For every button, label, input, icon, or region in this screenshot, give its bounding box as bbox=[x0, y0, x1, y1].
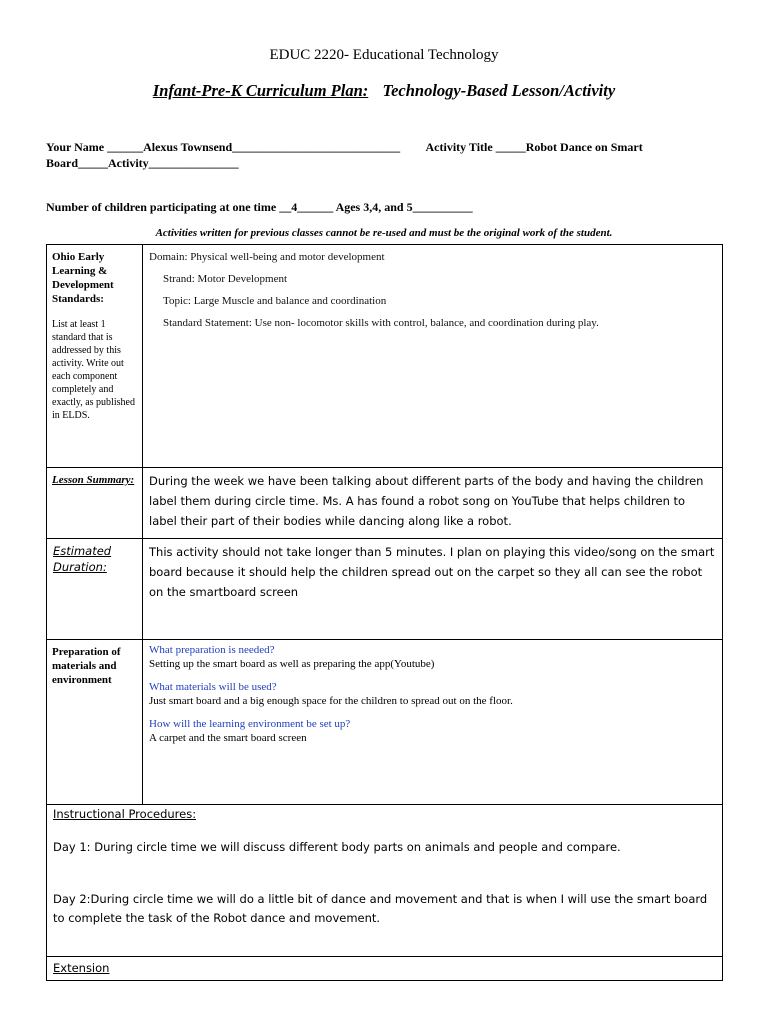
duration-row bbox=[47, 539, 723, 640]
standards-content-cell bbox=[143, 245, 723, 468]
summary-label: Lesson Summary: bbox=[52, 474, 135, 486]
procedures-day-2: Day 2:During circle time we will do a little bit of dance and movement and that is when I will use the smart board to complete the task of the Robot dance and movement. bbox=[53, 892, 708, 925]
procedures-row bbox=[47, 805, 723, 957]
duration-label: Estimated Duration: bbox=[47, 539, 143, 640]
curriculum-plan-table bbox=[46, 244, 723, 981]
standards-row bbox=[47, 245, 723, 468]
originality-note: Activities written for previous classes cannot be re-used and must be the original work of the student. bbox=[155, 227, 613, 239]
ages-value: 3,4, and 5__________ bbox=[363, 200, 473, 214]
standards-label: Ohio Early Learning & Development Standards: bbox=[52, 251, 114, 305]
extension-cell bbox=[47, 957, 723, 981]
extension-label: Extension bbox=[53, 961, 110, 975]
name-label: Your Name bbox=[46, 140, 105, 154]
activity-title-label: Activity Title bbox=[425, 140, 493, 154]
activity-title-value-cont: Board_____Activity_______________ bbox=[46, 156, 239, 170]
children-value: __4______ bbox=[279, 200, 334, 214]
extension-row bbox=[47, 957, 723, 981]
preparation-content-cell bbox=[143, 640, 723, 805]
prep-answer-2: Just smart board and a big enough space for the children to spread out on the floor. bbox=[149, 695, 513, 707]
duration-text: This activity should not take longer than 5 minutes. I plan on playing this video/song on the smart board because it should help the children spread out on the carpet so they all can see the robot on the smartboard screen bbox=[143, 539, 723, 640]
summary-label-cell bbox=[47, 468, 143, 539]
standards-label-cell bbox=[47, 245, 143, 468]
participants-line bbox=[46, 199, 726, 215]
name-activity-line bbox=[46, 139, 726, 171]
procedures-label: Instructional Procedures: bbox=[53, 807, 197, 821]
standard-strand: Strand: Motor Development bbox=[163, 273, 288, 285]
activity-title-value: _____Robot Dance on Smart bbox=[495, 140, 643, 154]
prep-answer-3: A carpet and the smart board screen bbox=[149, 732, 307, 744]
standard-topic: Topic: Large Muscle and balance and coordination bbox=[163, 295, 387, 307]
prep-question-1: What preparation is needed? bbox=[149, 644, 275, 656]
preparation-label: Preparation of materials and environment bbox=[47, 640, 143, 805]
prep-question-3: How will the learning environment be set up? bbox=[149, 718, 351, 730]
plan-title-rest: Technology-Based Lesson/Activity bbox=[382, 81, 616, 100]
preparation-row bbox=[47, 640, 723, 805]
standard-domain: Domain: Physical well-being and motor development bbox=[149, 251, 385, 263]
ages-label: Ages bbox=[335, 200, 361, 214]
procedures-day-1: Day 1: During circle time we will discuss different body parts on animals and people and compare. bbox=[53, 840, 621, 854]
prep-answer-1: Setting up the smart board as well as preparing the app(Youtube) bbox=[149, 658, 435, 670]
name-value: ______Alexus Townsend____________________________ bbox=[107, 140, 401, 154]
summary-row bbox=[47, 468, 723, 539]
plan-title bbox=[0, 81, 768, 101]
course-title: EDUC 2220- Educational Technology bbox=[269, 47, 499, 63]
plan-title-underlined: Infant-Pre-K Curriculum Plan: bbox=[152, 81, 369, 100]
prep-question-2: What materials will be used? bbox=[149, 681, 277, 693]
summary-text: During the week we have been talking about different parts of the body and having the children label them during circle time. Ms. A has found a robot song on YouTube that helps children to label their part of their bodies while dancing along like a robot. bbox=[143, 468, 723, 539]
children-label: Number of children participating at one time bbox=[46, 200, 277, 214]
standards-instructions: List at least 1 standard that is addressed by this activity. Write out each component completely and exactly, as published in ELDS. bbox=[52, 319, 135, 421]
procedures-cell bbox=[47, 805, 723, 957]
standard-statement: Standard Statement: Use non- locomotor skills with control, balance, and coordination during play. bbox=[163, 317, 599, 329]
